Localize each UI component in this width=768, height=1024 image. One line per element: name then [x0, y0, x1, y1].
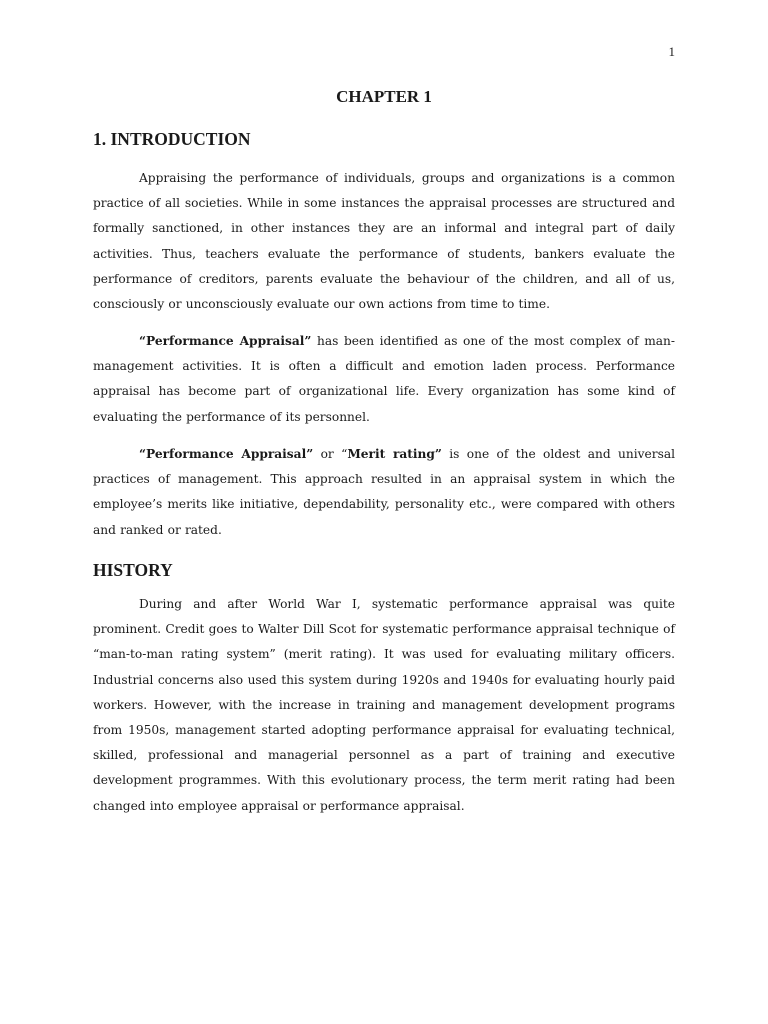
paragraph-2-text: has been identified as one of the most complex of man-management activities. It is often a difficult and emotion laden process. Performance appraisal has become part of organizational life. Every organization has some kind of evaluating the performance of its personnel. — [93, 334, 675, 424]
introduction-paragraph-3 — [93, 442, 675, 543]
page-number: 1 — [668, 44, 675, 59]
history-paragraph: During and after World War I, systematic performance appraisal was quite prominent. Credit goes to Walter Dill Scot for systematic performance appraisal technique of “man-to-man rating system” (merit rating). It was used for evaluating military officers. Industrial concerns also used this system during 1920s and 1940s for evaluating hourly paid workers. However, with the increase in training and management development programs from 1950s, management started adopting performance appraisal for evaluating technical, skilled, professional and managerial personnel as a part of training and executive development programmes. With this evolutionary process, the term merit rating had been changed into employee appraisal or performance appraisal. — [93, 597, 675, 813]
introduction-paragraph-2 — [93, 329, 675, 430]
chapter-title: CHAPTER 1 — [336, 87, 432, 106]
merit-rating-term: Merit rating” — [347, 447, 442, 461]
performance-appraisal-term: “Performance Appraisal” — [139, 334, 312, 348]
introduction-heading: 1. INTRODUCTION — [93, 129, 251, 149]
history-heading: HISTORY — [93, 560, 173, 580]
performance-appraisal-term: “Performance Appraisal” — [139, 447, 314, 461]
paragraph-3-connector: or “ — [313, 447, 348, 461]
introduction-paragraph-1: Appraising the performance of individuals, groups and organizations is a common practice of all societies. While in some instances the appraisal processes are structured and formally sanctioned, in other instances they are an informal and integral part of daily activities. Thus, teachers evaluate the performance of students, bankers evaluate the performance of creditors, parents evaluate the behaviour of the children, and all of us, consciously or unconsciously evaluate our own actions from time to time. — [93, 171, 675, 312]
paragraph-3-text: is one of the oldest and universal practices of management. This approach resulted in an appraisal system in which the employee’s merits like initiative, dependability, personality etc., were compared with others and ranked or rated. — [93, 447, 675, 537]
